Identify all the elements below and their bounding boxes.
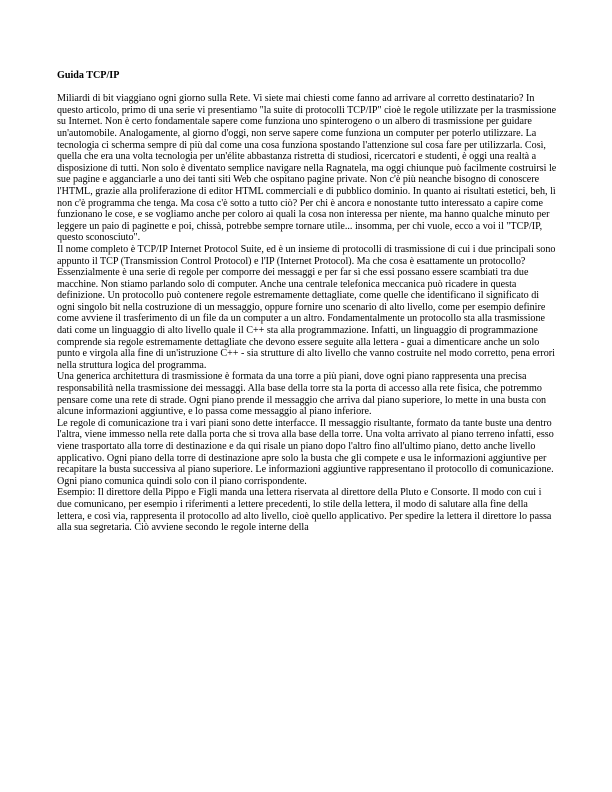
paragraph-intro: Miliardi di bit viaggiano ogni giorno sulla Rete. Vi siete mai chiesti come fanno ad arrivare al corretto destinatario? In questo articolo, primo di una serie vi presentiamo "la suite di protocolli TCP/IP" cioè le regole utilizzate per la trasmissione su Internet. Non è certo fondamentale sapere come funziona uno spinterogeno o un albero di trasmissione per guidare un'automobile. Analogamente, al giorno d'oggi, non serve sapere come funziona un computer per poterlo utilizzare. La tecnologia ci scherma sempre di più dal come una cosa funziona spostando l'attenzione sul cosa fare per utilizzarla. Così, quella che era una volta tecnologia per un'élite abbastanza ristretta di studiosi, ricercatori e studenti, è oggi una realtà a disposizione di tutti. Non solo è diventato semplice navigare nella Ragnatela, ma oggi chiunque può facilmente costruirsi le sue pagine e agganciarle a uno dei tanti siti Web che ospitano pagine private. Non c'è più neanche bisogno di conoscere l'HTML, grazie alla proliferazione di editor HTML commerciali e di pubblico dominio. In quanto ai risultati estetici, beh, lì non c'è programma che tenga. Ma cosa c'è sotto a tutto ciò? Per chi è ancora e nonostante tutto interessato a capire come funzionano le cose, e se vogliamo anche per coloro ai quali la cosa non interessa per niente, ma hanno qualche minuto per leggere un paio di paginette e poi, chissà, potrebbe sempre tornare utile... insomma, per chi vuole, ecco a voi il "TCP/IP, questo sconosciuto".	[57, 93, 557, 244]
paragraph-protocol: Il nome completo è TCP/IP Internet Protocol Suite, ed è un insieme di protocolli di trasmissione di cui i due principali sono appunto il TCP (Transmission Control Protocol) e l'IP (Internet Protocol). Ma che cosa è esattamente un protocollo? Essenzialmente è una serie di regole per comporre dei messaggi e per far sì che essi possano essere scambiati tra due macchine. Non stiamo parlando solo di computer. Anche una centrale telefonica meccanica può ricadere in questa definizione. Un protocollo può contenere regole estremamente dettagliate, come quelle che identificano il significato di ogni singolo bit nella costruzione di un messaggio, oppure fornire uno scenario di alto livello, come per esempio definire come avviene il trasferimento di un file da un computer a un altro. Fondamentalmente un protocollo sta alla trasmissione dati come un linguaggio di alto livello quale il C++ sta alla programmazione. Infatti, un linguaggio di programmazione comprende sia regole estremamente dettagliate che devono essere seguite alla lettera - guai a dimenticare anche un solo punto e virgola alla fine di un'istruzione C++ - sia strutture di alto livello che vanno costruite nel modo corretto, pena errori nella struttura logica del programma.	[57, 243, 556, 371]
paragraph-interfaces: Le regole di comunicazione tra i vari piani sono dette interfacce. Il messaggio risultante, formato da tante buste una dentro l'altra, viene immesso nella rete dalla porta che si trova alla base della torre. Una volta arrivato al piano terreno infatti, esso viene trasportato alla torre di destinazione e da qui risale un piano dopo l'altro fino all'ultimo piano, detto anche livello applicativo. Ogni piano della torre di destinazione apre solo la busta che gli compete e usa le informazioni aggiuntive per recapitare la busta successiva al piano superiore. Le informazioni aggiuntive rappresentano il protocollo di comunicazione. Ogni piano comunica quindi solo con il piano corrispondente.	[57, 417, 554, 487]
document-title: Guida TCP/IP	[57, 70, 120, 81]
document-page	[57, 70, 557, 534]
paragraph-example: Esempio: Il direttore della Pippo e Figli manda una lettera riservata al direttore della Pluto e Consorte. Il modo con cui i due comunicano, per esempio i riferimenti a lettere precedenti, lo stile della lettera, il modo di salutare alla fine della lettera, e così via, rappresenta il protocollo ad alto livello, cioè quello applicativo. Per spedire la lettera il direttore lo passa alla sua segretaria. Ciò avviene secondo le regole interne della	[57, 487, 552, 534]
paragraph-architecture: Una generica architettura di trasmissione è formata da una torre a più piani, dove ogni piano rappresenta una precisa responsabilità nella trasmissione dei messaggi. Alla base della torre sta la porta di accesso alla rete fisica, che potremmo pensare come una rete di strade. Ogni piano prende il messaggio che arriva dal piano superiore, lo mette in una busta con alcune informazioni aggiuntive, e lo passa come messaggio al piano inferiore.	[57, 371, 547, 418]
